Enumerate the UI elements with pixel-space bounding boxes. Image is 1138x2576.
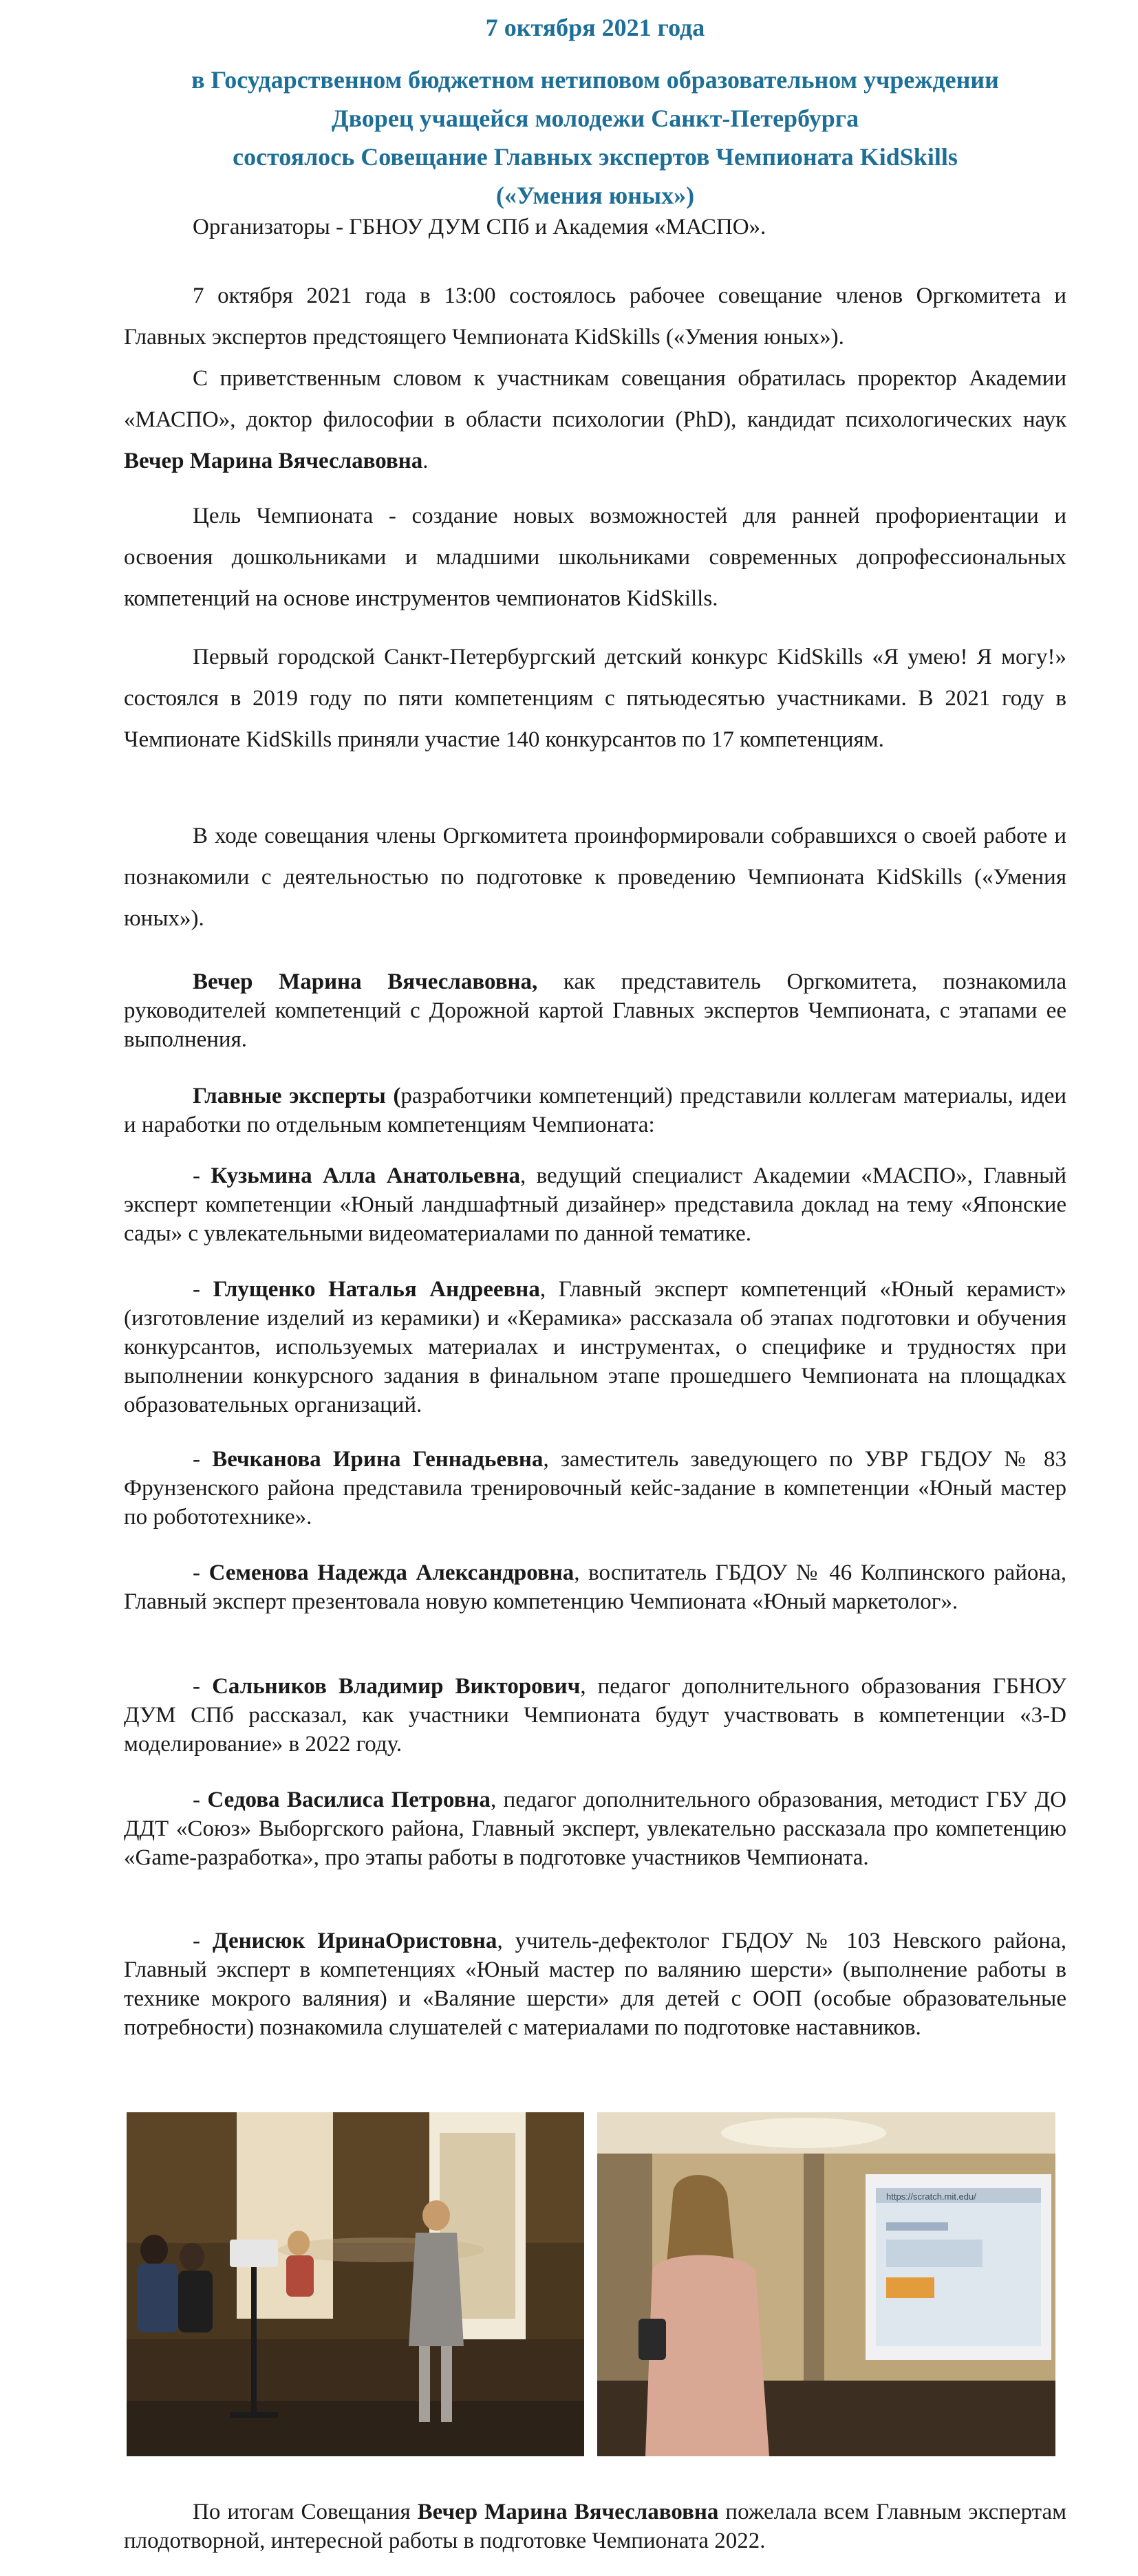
- expert-text: , ведущий специалист Академии «МАСПО», Главный эксперт компетенции «Юный ландшафтный дизайнер» представила доклад на тему «Японские сады» с увлекательными видеоматериалами по данной тематике.: [124, 1163, 1067, 1246]
- document-title: [124, 61, 1066, 215]
- title-line-1: в Государственном бюджетном нетиповом образовательном учреждении: [191, 66, 999, 94]
- screen-url-text: https://scratch.mit.edu/: [886, 2191, 976, 2202]
- expert-text: , педагог дополнительного образования, методист ГБУ ДО ДДТ «Союз» Выборгского района, Главный эксперт, увлекательно рассказала про компетенцию «Game-разработка», про этапы работы в подготовке участников Чемпионата.: [124, 1788, 1066, 1870]
- paragraph-closing: [124, 2498, 1066, 2555]
- expert-item: - Кузьмина Алла Анатольевна, ведущий специалист Академии «МАСПО», Главный эксперт компетенции «Юный ландшафтный дизайнер» представила доклад на тему «Японские сады» с увлекательными видеоматериалами по данной тематике.: [124, 1163, 1067, 1246]
- closing-text-b: пожелала всем Главным экспертам плодотворной, интересной работы в подготовке Чемпионата 2022.: [124, 2500, 1066, 2553]
- expert-name: Вечканова Ирина Геннадьевна: [212, 1447, 544, 1472]
- roadmap-name: Вечер Марина Вячеславовна,: [193, 969, 538, 994]
- meeting-room-photo-illustration: [127, 2112, 584, 2456]
- expert-name: Сальников Владимир Викторович: [212, 1674, 581, 1699]
- paragraph-roadmap: [124, 967, 1066, 1054]
- title-line-4: («Умения юных»): [495, 182, 695, 209]
- experts-intro-bold: Главные эксперты (: [193, 1084, 401, 1108]
- expert-text: , учитель-дефектолог ГБДОУ № 103 Невского района, Главный эксперт в компетенциях «Юный мастер по валянию шерсти» (выполнение работы в технике мокрого валяния) и «Валяние шерсти» для детей с ООП (особые образовательные потребности) познакомила слушателей с материалами по подготовке наставников.: [124, 1929, 1066, 2040]
- paragraph-history: Первый городской Санкт-Петербургский детский конкурс KidSkills «Я умею! Я могу!» состоялся в 2019 году по пяти компетенциям с пятьюдесятью участниками. В 2021 году в Чемпионате KidSkills приняли участие 140 конкурсантов по 17 компетенциям.: [124, 645, 1066, 752]
- greeting-end: .: [422, 449, 429, 473]
- event-date: 7 октября 2021 года: [485, 14, 705, 41]
- expert-item: - Денисюк ИринаОристовна, учитель-дефектолог ГБДОУ № 103 Невского района, Главный эксперт в компетенциях «Юный мастер по валянию шерсти» (выполнение работы в технике мокрого валяния) и «Валяние шерсти» для детей с ООП (особые образовательные потребности) познакомила слушателей с материалами по подготовке наставников.: [124, 1929, 1066, 2040]
- expert-name: Глущенко Наталья Андреевна: [213, 1277, 540, 1302]
- expert-text: , заместитель заведующего по УВР ГБДОУ № 83 Фрунзенского района представила тренировочный кейс-задание в компетенции «Юный мастер по робототехнике».: [124, 1447, 1066, 1530]
- expert-item: - Седова Василиса Петровна, педагог дополнительного образования, методист ГБУ ДО ДДТ «Союз» Выборгского района, Главный эксперт, увлекательно рассказала про компетенцию «Game-разработка», про этапы работы в подготовке участников Чемпионата.: [124, 1788, 1066, 1870]
- expert-name: Седова Василиса Петровна: [207, 1788, 491, 1812]
- expert-item: - Вечканова Ирина Геннадьевна, заместитель заведующего по УВР ГБДОУ № 83 Фрунзенского района представила тренировочный кейс-задание в компетенции «Юный мастер по робототехнике».: [124, 1447, 1066, 1530]
- expert-item: - Глущенко Наталья Андреевна, Главный эксперт компетенций «Юный керамист» (изготовление изделий из керамики) и «Керамика» рассказала об этапах подготовки и обучения конкурсантов, используемых материалах и инструментах, о специфике и трудностях при выполнении конкурсного задания в финальном этапе прошедшего Чемпионата на площадках образовательных организаций.: [124, 1277, 1066, 1417]
- expert-name: Семенова Надежда Александровна: [208, 1560, 575, 1585]
- meeting-photo-left: [127, 2112, 584, 2456]
- paragraph-goal: Цель Чемпионата - создание новых возможностей для ранней профориентации и освоения дошкольниками и младшими школьниками современных допрофессиональных компетенций на основе инструментов чемпионатов KidSkills.: [124, 504, 1066, 611]
- closing-name: Вечер Марина Вячеславовна: [417, 2500, 719, 2524]
- greeting-text: С приветственным словом к участникам совещания обратилась проректор Академии «МАСПО», доктор философии в области психологии (PhD), кандидат психологических наук: [124, 366, 1066, 432]
- closing-text-a: По итогам Совещания: [193, 2500, 418, 2524]
- title-line-3: состоялось Совещание Главных экспертов Чемпионата KidSkills: [233, 143, 958, 171]
- experts-intro-text: разработчики компетенций) представили коллегам материалы, идеи и наработки по отдельным компетенциям Чемпионата:: [124, 1084, 1066, 1137]
- expert-name: Кузьмина Алла Анатольевна: [211, 1163, 521, 1188]
- photo-gallery: [127, 2112, 1055, 2456]
- greeting-name: Вечер Марина Вячеславовна: [124, 449, 423, 473]
- expert-text: , педагог дополнительного образования ГБНОУ ДУМ СПб рассказал, как участники Чемпионата будут участвовать в компетенции «3-D моделирование» в 2022 году.: [124, 1674, 1066, 1757]
- paragraph-committee: В ходе совещания члены Оргкомитета проинформировали собравшихся о своей работе и познакомили с деятельностью по подготовке к проведению Чемпионата KidSkills («Умения юных»).: [124, 824, 1066, 931]
- roadmap-text: как представитель Оргкомитета, познакомила руководителей компетенций с Дорожной картой Главных экспертов Чемпионата, с этапами ее выполнения.: [124, 969, 1066, 1052]
- meeting-photo-right: [597, 2112, 1055, 2456]
- paragraph-organizers: Организаторы - ГБНОУ ДУМ СПб и Академия «МАСПО».: [193, 215, 766, 239]
- presentation-photo-illustration: [597, 2112, 1055, 2456]
- expert-item: - Семенова Надежда Александровна, воспитатель ГБДОУ № 46 Колпинского района, Главный эксперт презентовала новую компетенцию Чемпионата «Юный маркетолог».: [124, 1560, 1066, 1614]
- paragraph-meeting: 7 октября 2021 года в 13:00 состоялось рабочее совещание членов Оргкомитета и Главных экспертов предстоящего Чемпионата KidSkills («Умения юных»).: [124, 283, 1066, 350]
- expert-text: , Главный эксперт компетенций «Юный керамист» (изготовление изделий из керамики) и «Керамика» рассказала об этапах подготовки и обучения конкурсантов, используемых материалах и инструментах, о специфике и трудностях при выполнении конкурсного задания в финальном этапе прошедшего Чемпионата на площадках образовательных организаций.: [124, 1277, 1066, 1417]
- title-line-2: Дворец учащейся молодежи Санкт-Петербурга: [331, 105, 859, 132]
- paragraph-greeting: [124, 358, 1066, 482]
- paragraph-experts-intro: [124, 1082, 1066, 1139]
- expert-text: , воспитатель ГБДОУ № 46 Колпинского района, Главный эксперт презентовала новую компетенцию Чемпионата «Юный маркетолог».: [124, 1560, 1066, 1614]
- expert-item: - Сальников Владимир Викторович, педагог дополнительного образования ГБНОУ ДУМ СПб рассказал, как участники Чемпионата будут участвовать в компетенции «3-D моделирование» в 2022 году.: [124, 1674, 1066, 1757]
- expert-name: Денисюк ИринаОристовна: [212, 1929, 497, 1953]
